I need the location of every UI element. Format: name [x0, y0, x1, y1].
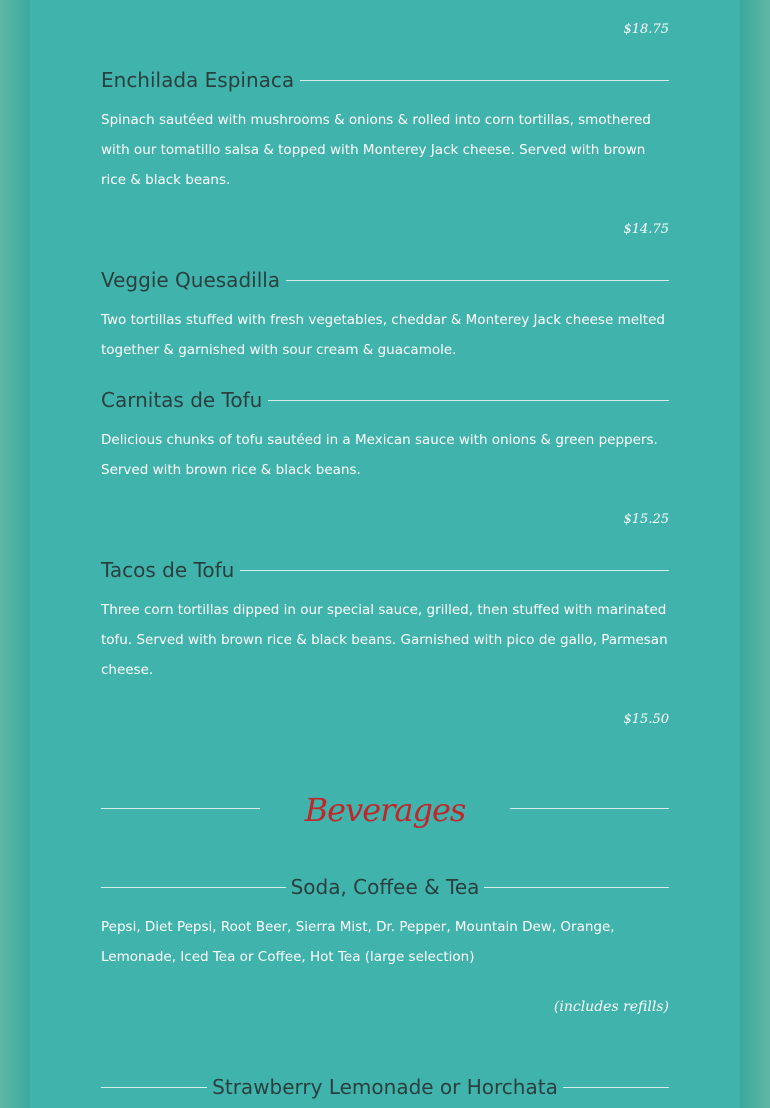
- title-rule: [240, 570, 669, 571]
- title-rule-right: [563, 1087, 669, 1088]
- beverage-item-header: [101, 1073, 669, 1101]
- beverage-item-header: [101, 873, 669, 901]
- beverage-item-title: Soda, Coffee & Tea: [290, 875, 480, 899]
- menu-item-description: Two tortillas stuffed with fresh vegetables, cheddar & Monterey Jack cheese melted together & garnished with sour cream & guacamole.: [101, 312, 665, 358]
- item-price: $15.50: [623, 712, 669, 727]
- menu-item-title: Veggie Quesadilla: [101, 268, 281, 292]
- menu-item-description: Spinach sautéed with mushrooms & onions & rolled into corn tortillas, smothered with our tomatillo salsa & topped with Monterey Jack cheese. Served with brown rice & black beans.: [101, 112, 651, 188]
- menu-item-header: [101, 266, 669, 294]
- menu-item-description: Delicious chunks of tofu sautéed in a Mexican sauce with onions & green peppers. Served with brown rice & black beans.: [101, 432, 658, 478]
- title-rule-left: [101, 887, 286, 888]
- menu-item-description: Three corn tortillas dipped in our special sauce, grilled, then stuffed with marinated tofu. Served with brown rice & black beans. Garnished with pico de gallo, Parmesan cheese.: [101, 602, 668, 678]
- beverage-item-note: (includes refills): [553, 999, 669, 1015]
- title-rule: [300, 80, 669, 81]
- menu-item-title: Tacos de Tofu: [101, 558, 235, 582]
- menu-item-title: Carnitas de Tofu: [101, 388, 263, 412]
- title-rule: [268, 400, 669, 401]
- section-rule-right: [510, 808, 669, 809]
- menu-item-header: [101, 386, 669, 414]
- menu-item-title: Enchilada Espinaca: [101, 68, 295, 92]
- section-title: Beverages: [304, 791, 466, 829]
- title-rule-right: [484, 887, 669, 888]
- beverages-section-header: [101, 790, 669, 830]
- menu-item-header: [101, 66, 669, 94]
- beverage-item-description: Pepsi, Diet Pepsi, Root Beer, Sierra Mist, Dr. Pepper, Mountain Dew, Orange, Lemonade, Iced Tea or Coffee, Hot Tea (large selection): [101, 919, 615, 965]
- item-price: $14.75: [623, 222, 669, 237]
- title-rule: [286, 280, 669, 281]
- menu-item-header: [101, 556, 669, 584]
- item-price: $15.25: [623, 512, 669, 527]
- title-rule-left: [101, 1087, 207, 1088]
- item-price: $18.75: [623, 22, 669, 37]
- beverage-item-title: Strawberry Lemonade or Horchata: [212, 1075, 558, 1099]
